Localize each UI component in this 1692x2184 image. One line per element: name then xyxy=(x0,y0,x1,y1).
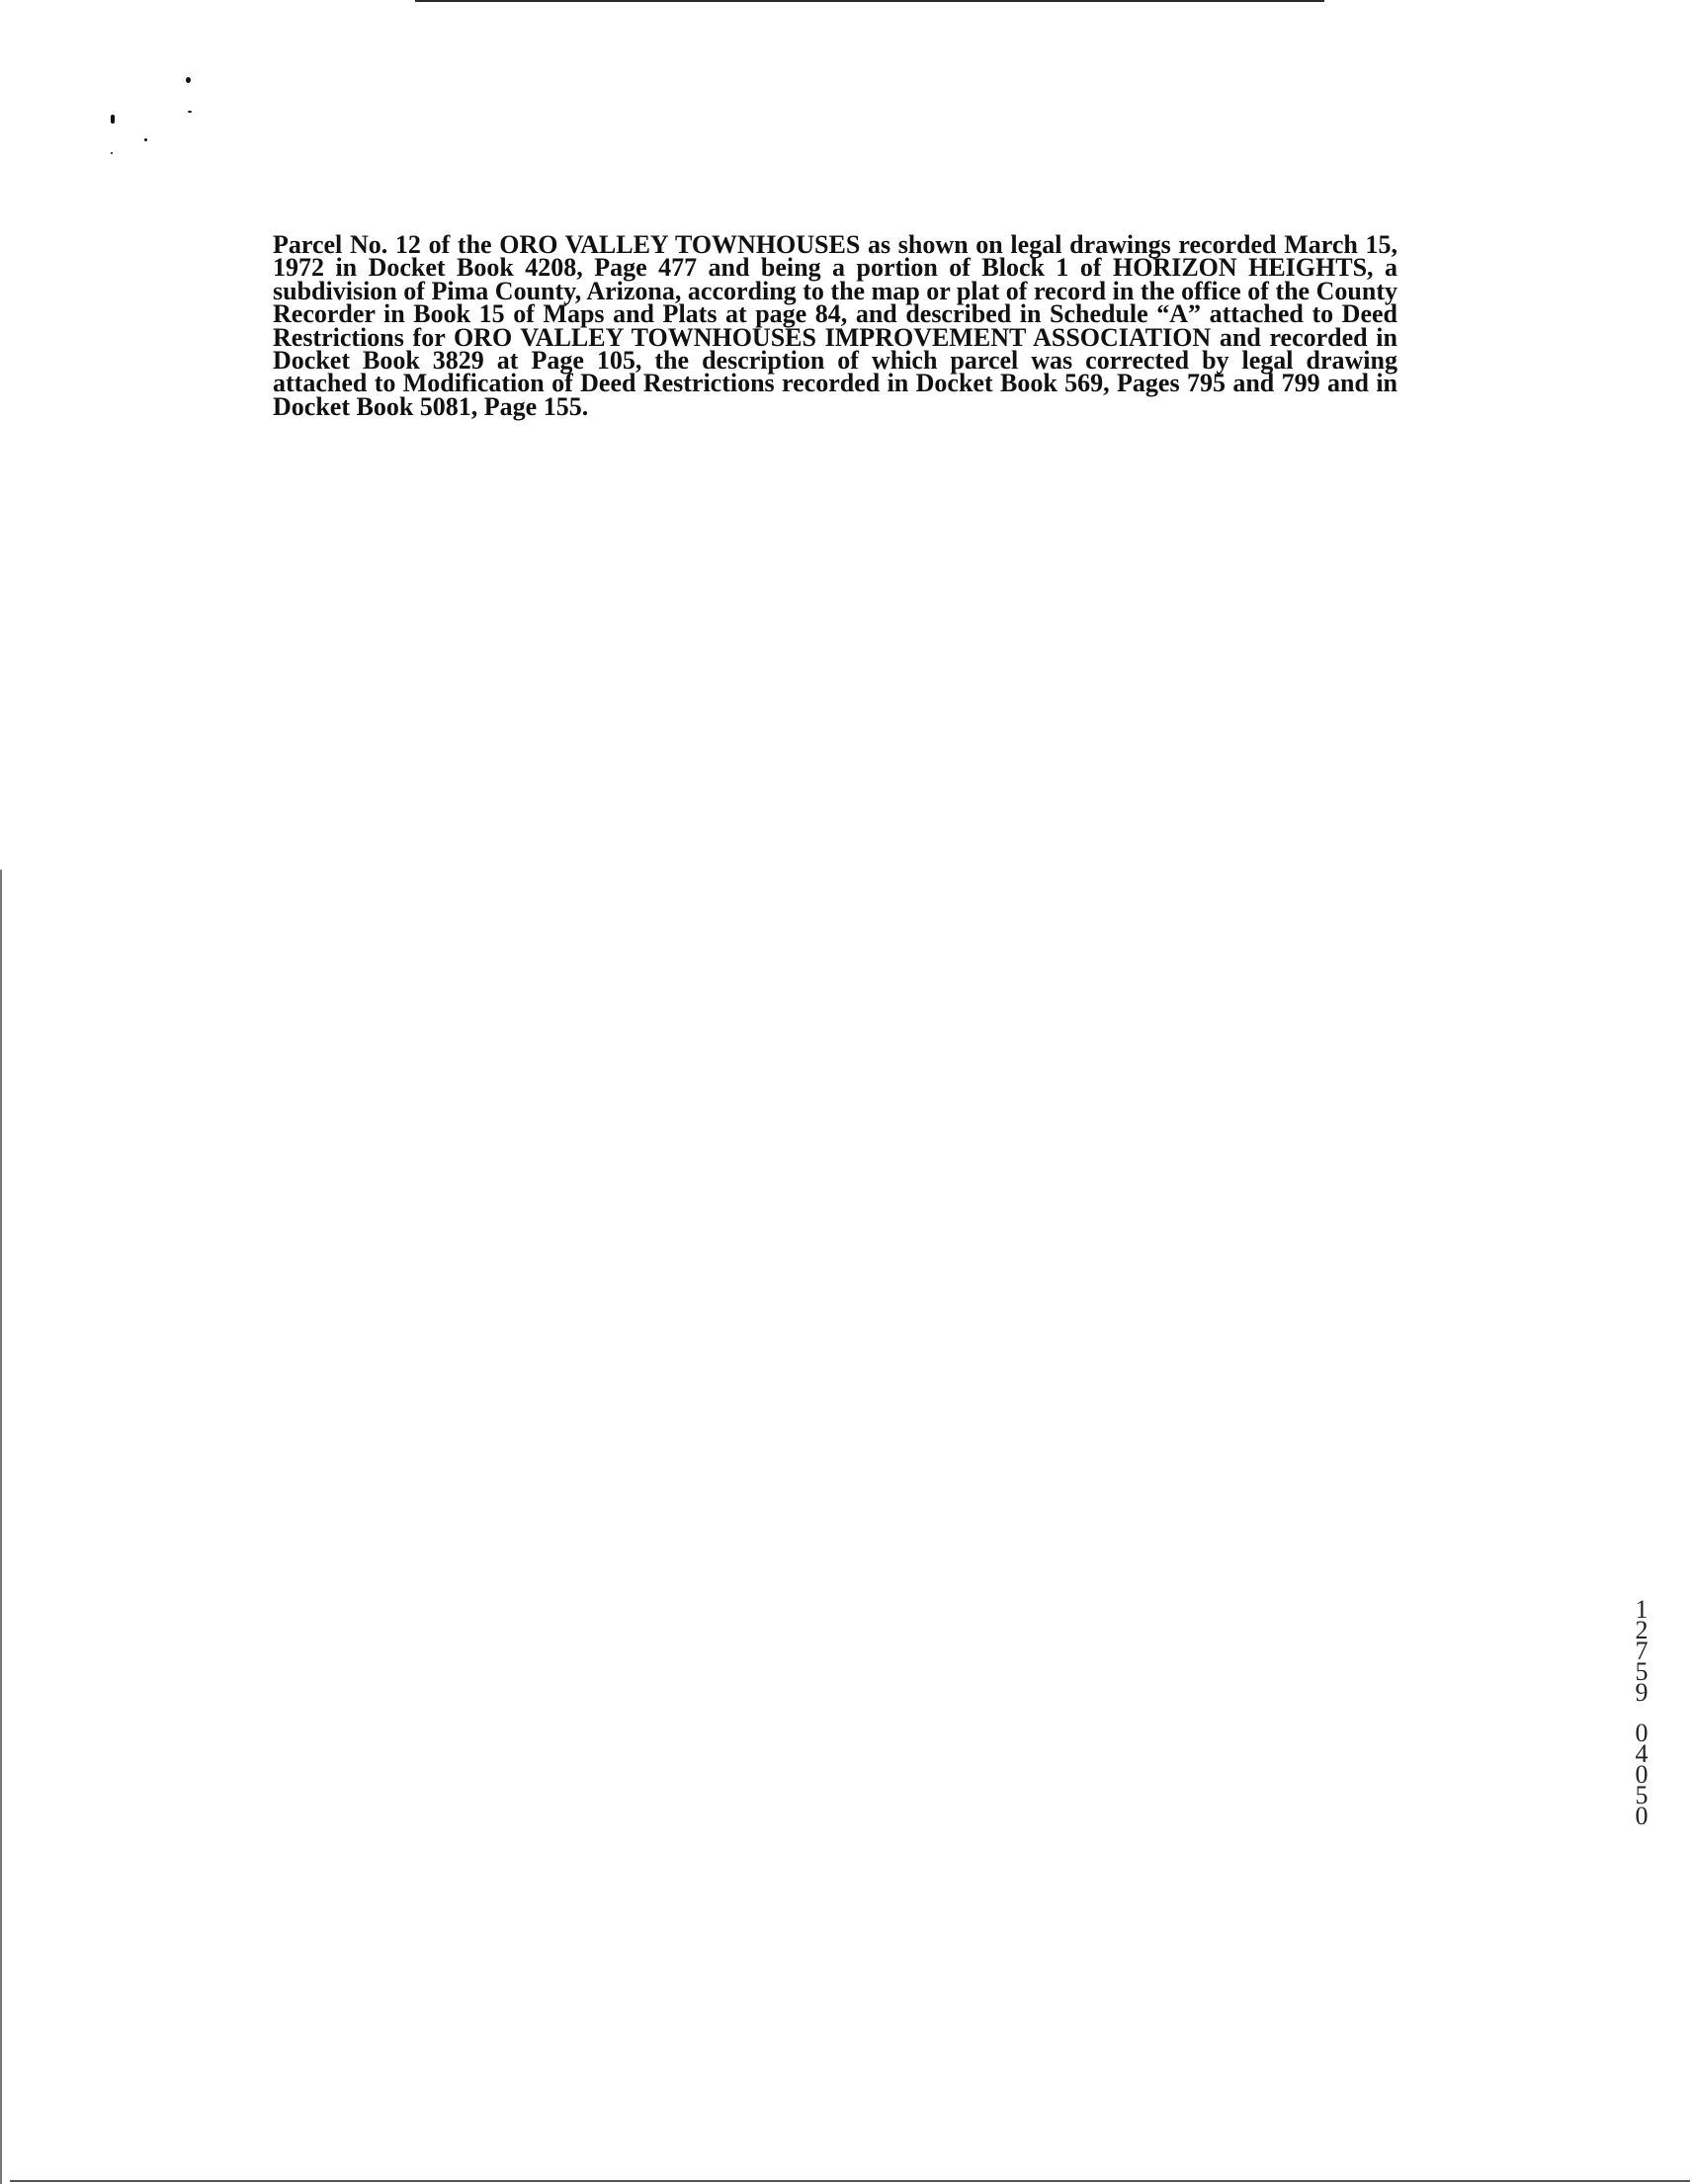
scan-speck xyxy=(111,115,115,124)
scan-artifact-top-line xyxy=(415,0,1324,2)
margin-document-number xyxy=(1627,1595,1656,1866)
scan-speck xyxy=(111,152,113,154)
scan-speck xyxy=(144,138,147,141)
scan-artifact-left-edge xyxy=(0,870,2,2184)
margin-number-part-2: 04050 xyxy=(1635,1719,1649,1830)
margin-number-part-1: 12759 xyxy=(1635,1595,1649,1707)
legal-description-paragraph: Parcel No. 12 of the ORO VALLEY TOWNHOUSES as shown on legal drawings recorded March 15, 1972 in Docket Book 4208, Page 477 and being a portion of Block 1 of HORIZON HEIGHTS, a subdivision of Pima County, Arizona, according to the map or plat of record in the office of the County Recorder in Book 15 of Maps and Plats at page 84, and described in Schedule “A” attached to Deed Restrictions for ORO VALLEY TOWNHOUSES IMPROVEMENT ASSOCIATION and recorded in Docket Book 3829 at Page 105, the description of which parcel was corrected by legal drawing attached to Modification of Deed Restrictions recorded in Docket Book 569, Pages 795 and 799 and in Docket Book 5081, Page 155. xyxy=(273,230,1397,421)
scan-speck xyxy=(186,77,191,83)
scan-speck xyxy=(188,111,192,113)
